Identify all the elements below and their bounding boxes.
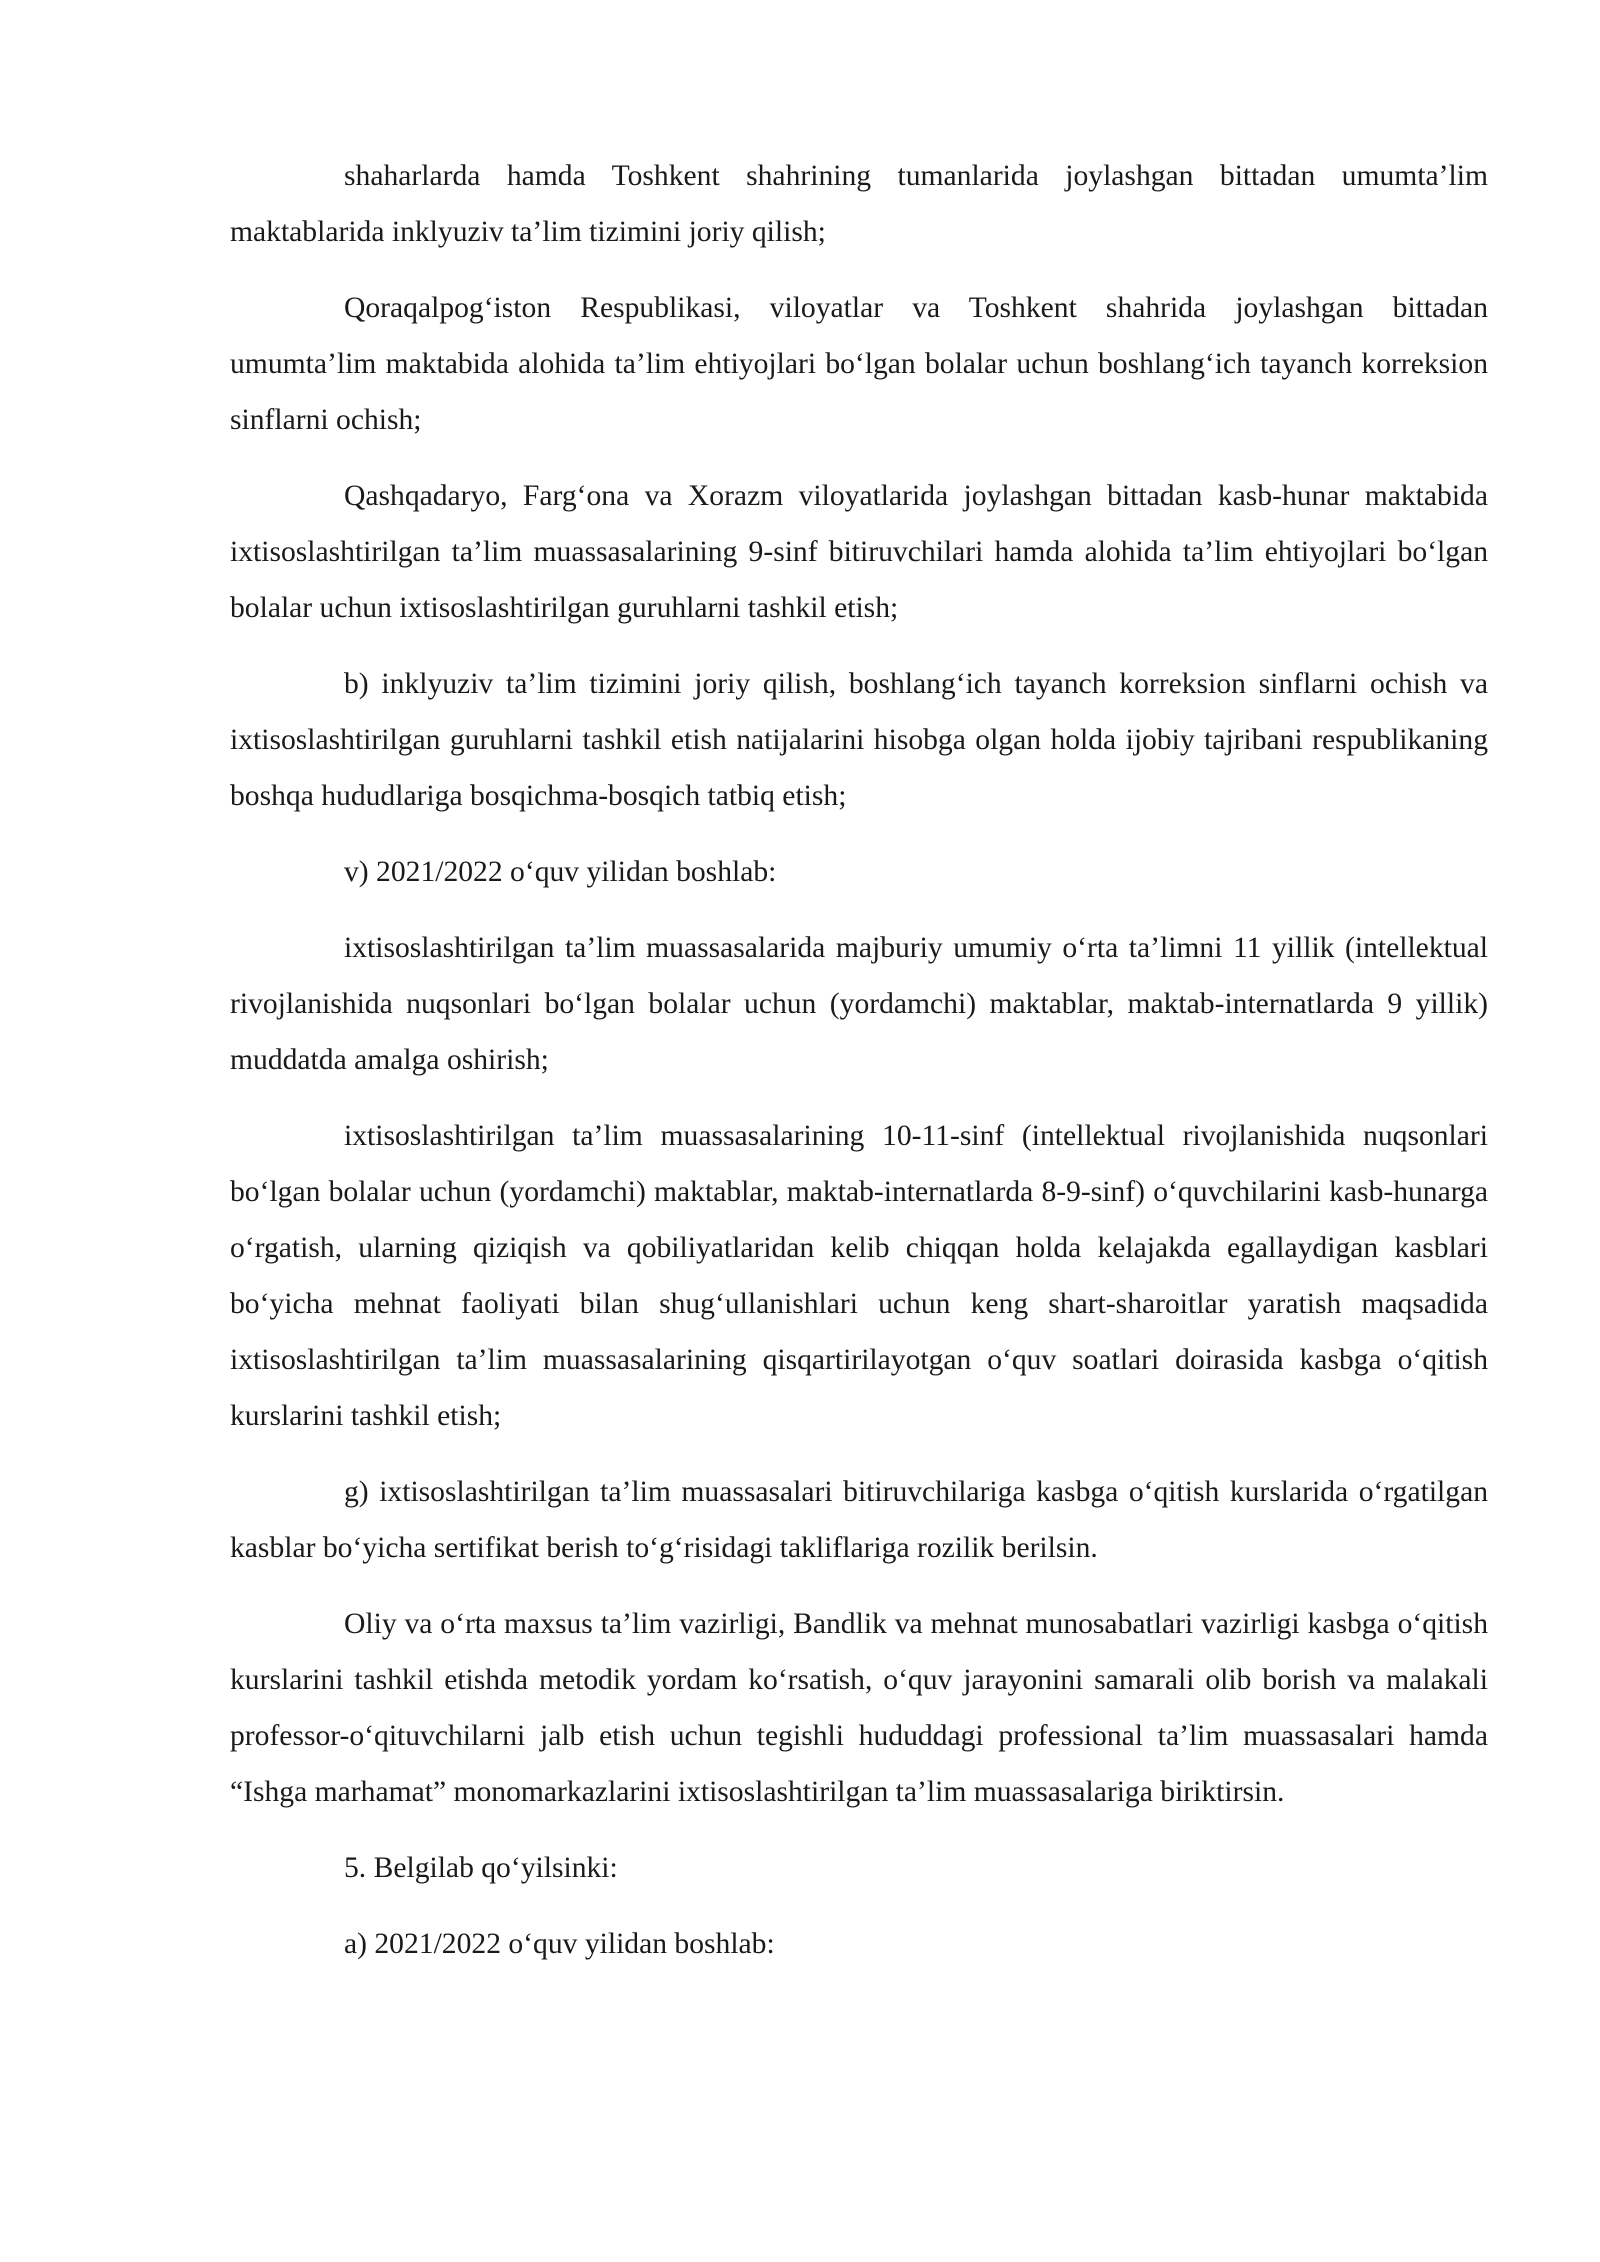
paragraph: Qashqadaryo, Farg‘ona va Xorazm viloyatlarida joylashgan bittadan kasb-hunar maktabida ixtisoslashtirilgan ta’lim muassasalarining 9-sinf bitiruvchilari hamda alohida ta’lim ehtiyojlari bo‘lgan bolalar uchun ixtisoslashtirilgan guruhlarni tashkil etish; (230, 480, 1488, 624)
paragraph: g) ixtisoslashtirilgan ta’lim muassasalari bitiruvchilariga kasbga o‘qitish kurslarida o‘rgatilgan kasblar bo‘yicha sertifikat berish to‘g‘risidagi takliflariga rozilik berilsin. (230, 1476, 1488, 1564)
paragraph: v) 2021/2022 o‘quv yilidan boshlab: (344, 856, 777, 888)
paragraph: shaharlarda hamda Toshkent shahrining tumanlarida joylashgan bittadan umumta’lim maktablarida inklyuziv ta’lim tizimini joriy qilish; (230, 160, 1488, 248)
paragraph: 5. Belgilab qo‘yilsinki: (344, 1852, 618, 1884)
paragraph: Qoraqalpog‘iston Respublikasi, viloyatlar va Toshkent shahrida joylashgan bittadan umumta’lim maktabida alohida ta’lim ehtiyojlari bo‘lgan bolalar uchun boshlang‘ich tayanch korreksion sinflarni ochish; (230, 292, 1488, 436)
paragraph: Oliy va o‘rta maxsus ta’lim vazirligi, Bandlik va mehnat munosabatlari vazirligi kasbga o‘qitish kurslarini tashkil etishda metodik yordam ko‘rsatish, o‘quv jarayonini samarali olib borish va malakali professor-o‘qituvchilarni jalb etish uchun tegishli hududdagi professional ta’lim muassasalari hamda “Ishga marhamat” monomarkazlarini ixtisoslashtirilgan ta’lim muassasalariga biriktirsin. (230, 1608, 1488, 1808)
paragraph: ixtisoslashtirilgan ta’lim muassasalarining 10-11-sinf (intellektual rivojlanishida nuqsonlari bo‘lgan bolalar uchun (yordamchi) maktablar, maktab-internatlarda 8-9-sinf) o‘quvchilarini kasb-hunarga o‘rgatish, ularning qiziqish va qobiliyatlaridan kelib chiqqan holda kelajakda egallaydigan kasblari bo‘yicha mehnat faoliyati bilan shug‘ullanishlari uchun keng shart-sharoitlar yaratish maqsadida ixtisoslashtirilgan ta’lim muassasalarining qisqartirilayotgan o‘quv soatlari doirasida kasbga o‘qitish kurslarini tashkil etish; (230, 1120, 1488, 1432)
paragraph: b) inklyuziv ta’lim tizimini joriy qilish, boshlang‘ich tayanch korreksion sinflarni ochish va ixtisoslashtirilgan guruhlarni tashkil etish natijalarini hisobga olgan holda ijobiy tajribani respublikaning boshqa hududlariga bosqichma-bosqich tatbiq etish; (230, 668, 1488, 812)
document-body (230, 148, 1488, 1972)
paragraph: a) 2021/2022 o‘quv yilidan boshlab: (344, 1928, 775, 1960)
paragraph: ixtisoslashtirilgan ta’lim muassasalarida majburiy umumiy o‘rta ta’limni 11 yillik (intellektual rivojlanishida nuqsonlari bo‘lgan bolalar uchun (yordamchi) maktablar, maktab-internatlarda 9 yillik) muddatda amalga oshirish; (230, 932, 1488, 1076)
